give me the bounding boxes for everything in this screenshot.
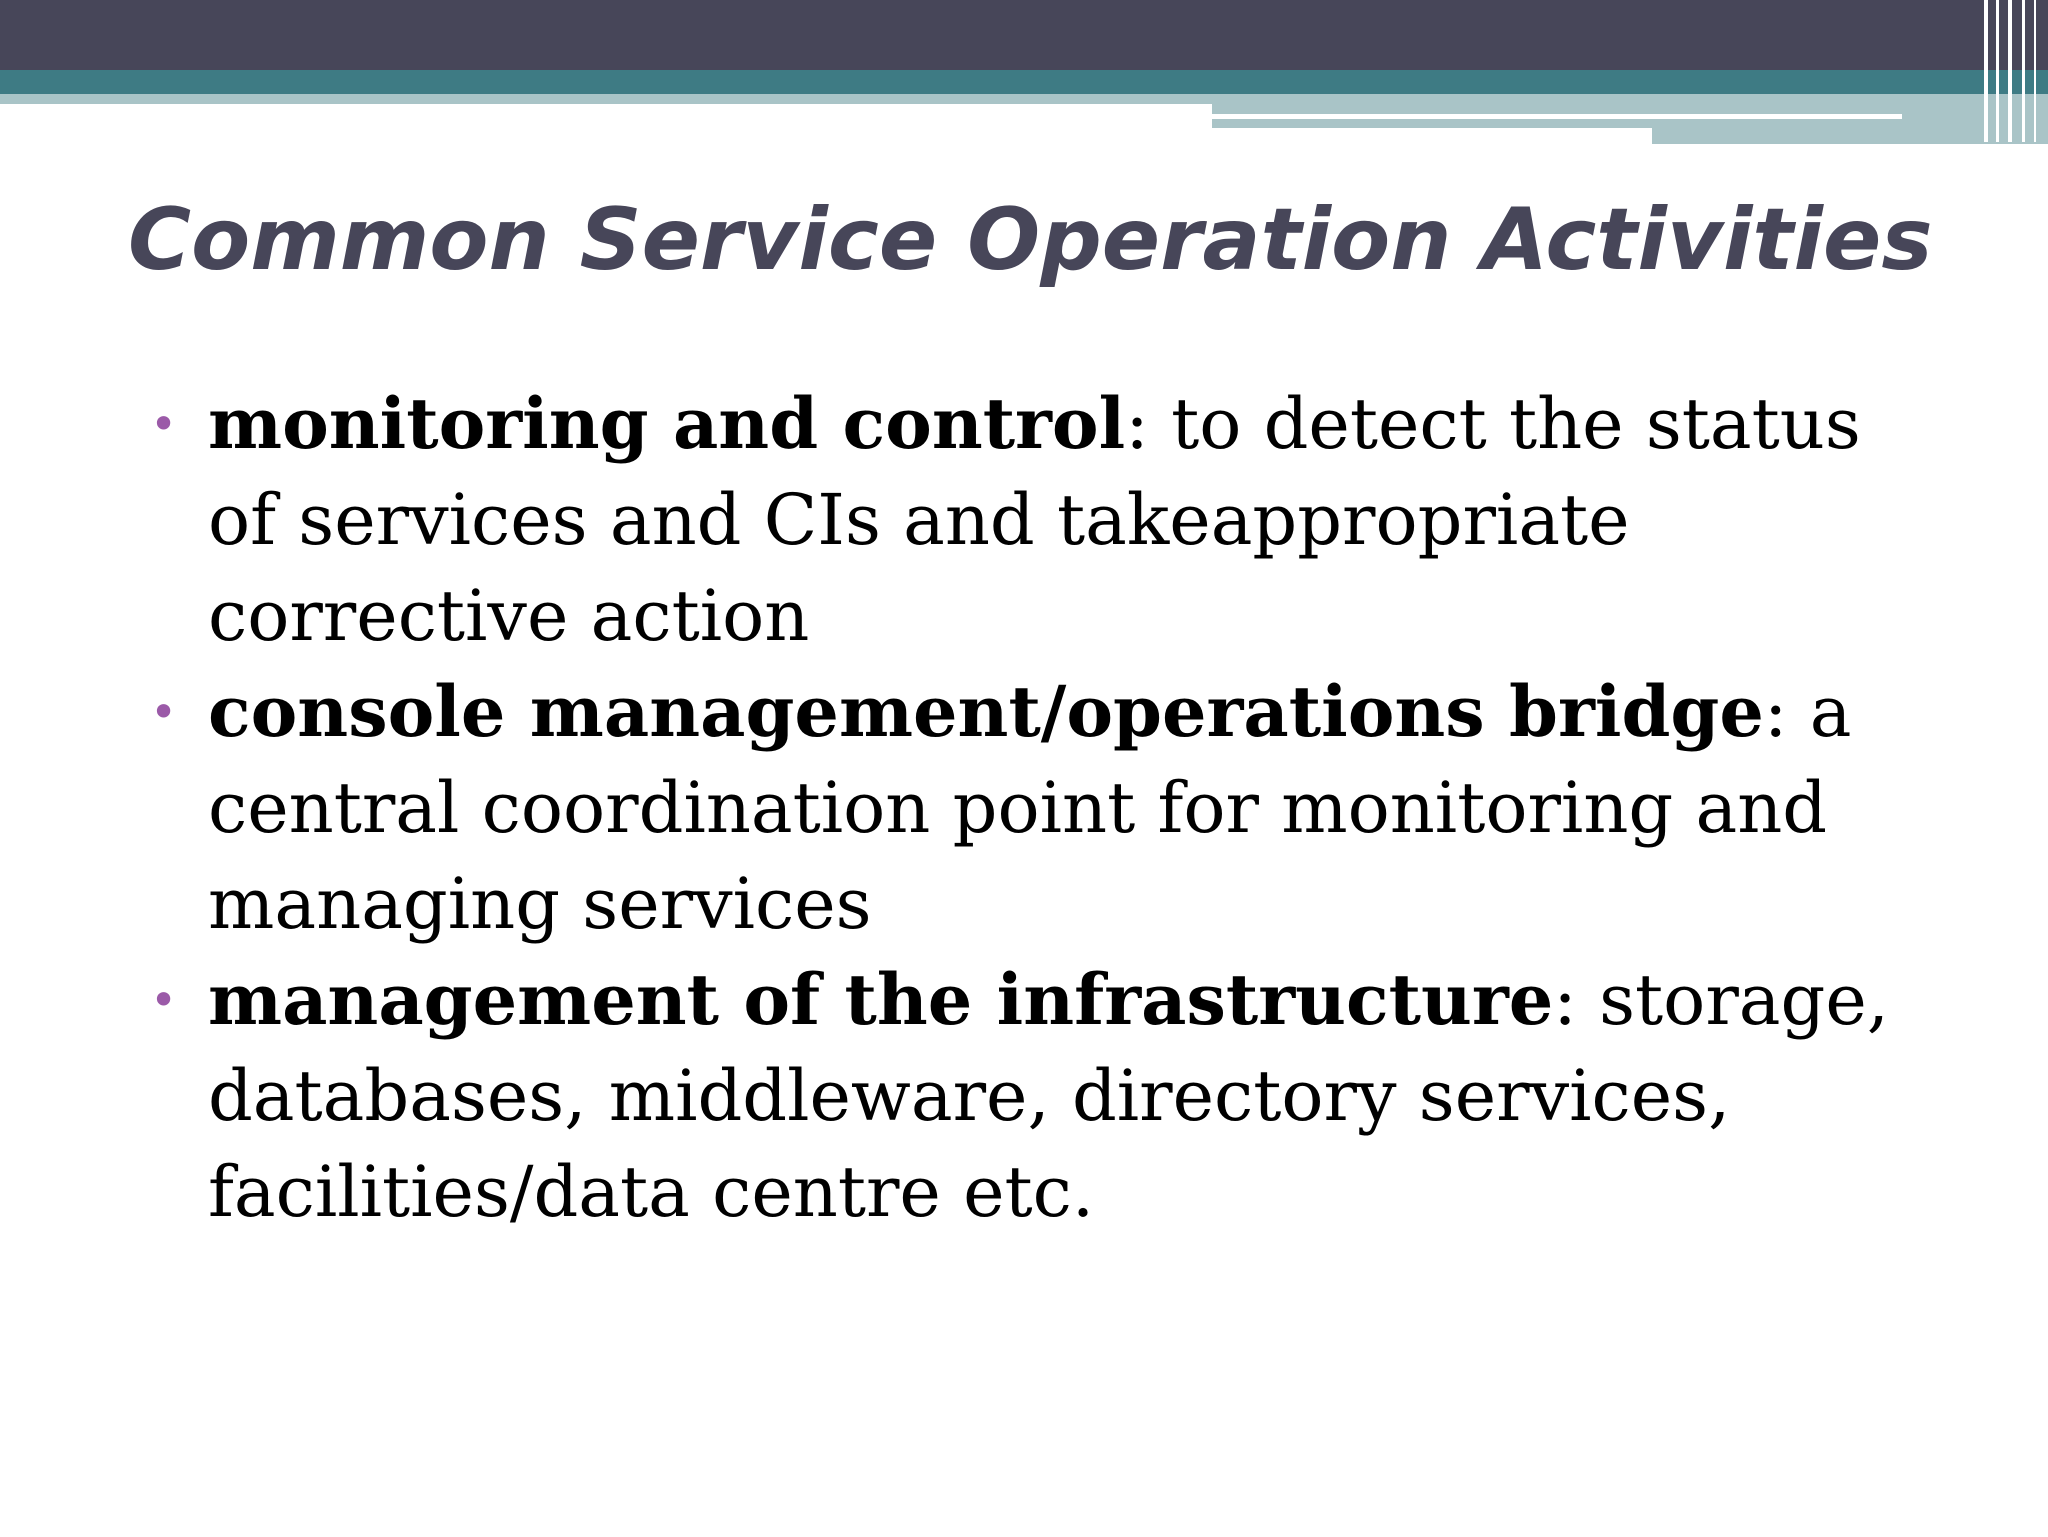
bullet-item <box>150 664 1930 952</box>
header-vertical-stripe <box>2008 0 2012 142</box>
slide-title: Common Service Operation Activities <box>128 190 1933 290</box>
header-vertical-stripe <box>1984 0 1988 142</box>
bullet-item <box>150 952 1930 1240</box>
bullet-item <box>150 376 1930 664</box>
bullet-separator: : <box>1763 671 1810 753</box>
header-band-dark <box>0 0 2048 70</box>
header-band-right-line <box>1212 114 1902 119</box>
bullet-term: management of the infrastructure <box>208 958 1554 1041</box>
header-band-right-gap <box>1212 128 1652 144</box>
bullet-term: monitoring and control <box>208 382 1126 465</box>
header-band-teal <box>0 70 2048 94</box>
bullet-text: to detect the status of services and CIs and takeappropriate corrective action <box>208 383 1861 657</box>
header-vertical-stripe <box>2022 0 2025 142</box>
header-vertical-stripe <box>2034 0 2036 142</box>
bullet-text: storage, databases, middleware, directory services, facilities/data centre etc. <box>208 959 1890 1233</box>
bullet-marker-icon: • <box>150 397 178 451</box>
bullet-marker-icon: • <box>150 973 178 1027</box>
bullet-text: a central coordination point for monitoring and managing services <box>208 671 1852 945</box>
bullet-term: console management/operations bridge <box>208 670 1764 753</box>
bullet-marker-icon: • <box>150 685 178 739</box>
bullet-separator: : <box>1553 959 1600 1041</box>
header-vertical-stripe <box>1996 0 1999 142</box>
bullet-separator: : <box>1125 383 1172 465</box>
bullet-list <box>150 376 1930 1240</box>
header-band-light <box>0 94 1212 104</box>
